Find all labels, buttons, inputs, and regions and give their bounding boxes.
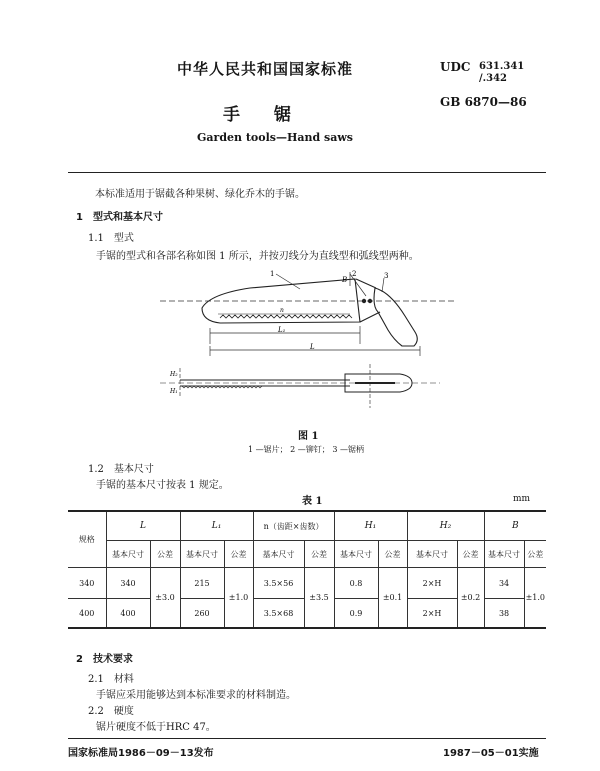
- section-1-heading: 1 型式和基本尺寸: [76, 212, 163, 223]
- section-1-1-heading: 1.1 型式: [88, 233, 134, 244]
- sub-tol-H2: 公差: [457, 541, 484, 568]
- section-1-1-text: 手锯的型式和各部名称如图 1 所示，并按刃线分为直线型和弧线型两种。: [96, 251, 419, 262]
- cell-B: 38: [484, 599, 524, 629]
- col-group-L1: L₁: [180, 511, 253, 541]
- section-1-2-heading: 1.2 基本尺寸: [88, 464, 154, 475]
- section-2-2-text: 锯片硬度不低于HRC 47。: [96, 722, 216, 733]
- table-row: [68, 568, 546, 599]
- cell-H2: 2×H: [407, 599, 457, 629]
- sub-basic-n: 基本尺寸: [253, 541, 304, 568]
- udc-code-line2: /.342: [479, 73, 508, 84]
- standard-name: 中华人民共和国国家标准: [177, 60, 354, 78]
- dimensions-table: [68, 510, 546, 629]
- dim-H2-label: H₂: [170, 371, 178, 378]
- saw-teeth: [220, 315, 352, 318]
- udc-label: UDC: [440, 60, 471, 74]
- issued-date: 国家标准局1986－09－13发布: [68, 748, 214, 759]
- dim-n-label: n: [280, 307, 284, 314]
- saw-figure: [150, 268, 470, 418]
- callout-1: 1: [270, 270, 275, 278]
- col-group-L: L: [106, 511, 180, 541]
- cell-H1: 0.9: [334, 599, 378, 629]
- gb-code: GB 6870—86: [440, 95, 527, 109]
- spec-header: 规格: [68, 511, 106, 568]
- callout-2: 2: [352, 270, 357, 278]
- dim-B-label: B: [342, 276, 348, 284]
- cell-H1: 0.8: [334, 568, 378, 599]
- sub-basic-H2: 基本尺寸: [407, 541, 457, 568]
- col-group-H2: H₂: [407, 511, 484, 541]
- col-group-H1: H₁: [334, 511, 407, 541]
- sub-tol-L: 公差: [150, 541, 180, 568]
- row-spec: 400: [68, 599, 106, 629]
- section-2-1-text: 手锯应采用能够达到本标准要求的材料制造。: [96, 690, 296, 701]
- callout-3: 3: [384, 272, 389, 280]
- col-group-n: n（齿距×齿数）: [253, 511, 334, 541]
- table-caption: 表 1: [302, 496, 323, 507]
- sub-tol-H1: 公差: [378, 541, 407, 568]
- tol-H1: ±0.1: [378, 568, 407, 629]
- dim-L1-label: L₁: [278, 326, 286, 334]
- tol-H2: ±0.2: [457, 568, 484, 629]
- dim-L-label: L: [310, 343, 315, 351]
- sub-basic-B: 基本尺寸: [484, 541, 524, 568]
- header-rule: [68, 172, 546, 173]
- cell-B: 34: [484, 568, 524, 599]
- title-cn: 手 锯: [223, 105, 291, 125]
- cell-n: 3.5×56: [253, 568, 304, 599]
- sub-basic-H1: 基本尺寸: [334, 541, 378, 568]
- effective-date: 1987－05－01实施: [443, 748, 539, 759]
- table-unit: mm: [513, 494, 531, 504]
- tol-L: ±3.0: [150, 568, 180, 629]
- cell-L1: 215: [180, 568, 224, 599]
- tol-B: ±1.0: [524, 568, 546, 629]
- footer-rule: [68, 738, 546, 739]
- sub-basic-L: 基本尺寸: [106, 541, 150, 568]
- tol-L1: ±1.0: [224, 568, 253, 629]
- cell-L: 340: [106, 568, 150, 599]
- col-group-B: B: [484, 511, 546, 541]
- saw-handle: [356, 279, 417, 346]
- row-spec: 340: [68, 568, 106, 599]
- cell-n: 3.5×68: [253, 599, 304, 629]
- title-en: Garden tools—Hand saws: [197, 131, 353, 144]
- sub-tol-L1: 公差: [224, 541, 253, 568]
- figure-caption: 图 1: [298, 431, 319, 442]
- dim-H1-label: H₁: [170, 388, 178, 395]
- saw-side-teeth: [182, 386, 262, 388]
- udc-code-line1: 631.341: [479, 61, 525, 72]
- tol-n: ±3.5: [304, 568, 334, 629]
- section-2-2-heading: 2.2 硬度: [88, 706, 134, 717]
- section-2-1-heading: 2.1 材料: [88, 674, 134, 685]
- section-1-2-text: 手锯的基本尺寸按表 1 规定。: [96, 480, 229, 491]
- sub-tol-B: 公差: [524, 541, 546, 568]
- section-2-heading: 2 技术要求: [76, 654, 133, 665]
- cell-L1: 260: [180, 599, 224, 629]
- sub-tol-n: 公差: [304, 541, 334, 568]
- sub-basic-L1: 基本尺寸: [180, 541, 224, 568]
- cell-H2: 2×H: [407, 568, 457, 599]
- figure-legend: 1 —锯片； 2 —铆钉； 3 —锯柄: [248, 445, 364, 454]
- intro-text: 本标准适用于锯截各种果树、绿化乔木的手锯。: [95, 189, 305, 200]
- cell-L: 400: [106, 599, 150, 629]
